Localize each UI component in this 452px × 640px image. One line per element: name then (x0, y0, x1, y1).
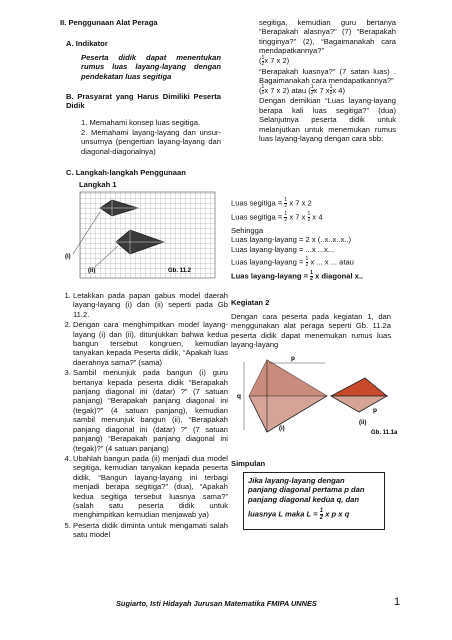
kegiatan-2-heading: Kegiatan 2 (231, 298, 270, 307)
langkah-steps (60, 291, 228, 541)
label-q: q (237, 393, 241, 400)
continuation-text: segitiga, kemudian guru bertanya “Berapakah alasnya?” (7) “Berapakah tingginya?” (2), “Bagaimanakah cara mendapatkannya?” (259, 18, 396, 56)
label-ii: (ii) (359, 420, 367, 426)
formula-half-7-2: ( $\frac{1}{2}$ x 7 x 2) (259, 54, 290, 67)
calculation-block (231, 198, 401, 282)
simpulan-heading: Simpulan (231, 459, 266, 468)
question-luas: “Berapakah luasnya?” (7 satan luas) . Bagaimanakah cara mendapatkannya?” (259, 66, 396, 86)
label-i: (i) (279, 426, 285, 432)
kite-figure-gb-11-1a (231, 350, 401, 445)
dengan-demikian-text: Dengan demikian “Luas layang-layang berapa kali luas segitiga?” (dua) Selanjutnya peserta didik untuk melanjutkan untuk menemukan rumus luas layang-layang dengan cara sbb: (259, 96, 396, 144)
langkah-heading: C. Langkah-langkah Penggunaan (66, 168, 186, 177)
footer-credit: Sugiarto, Isti Hidayah Jurusan Matematika FMIPA UNNES (116, 599, 317, 608)
indikator-heading: A. Indikator (66, 39, 108, 48)
formula-alternatives: ( $\frac{1}{2}$ x 7 x 2) atau ( $\frac{1}{2}$ x 7 x $\frac{1}{2}$ x 4) (259, 84, 346, 97)
figure-2-caption: Gb. 11.1a (371, 430, 398, 436)
triangle-lower (331, 396, 387, 412)
simpulan-box (243, 472, 385, 530)
langkah-1-subheading: Langkah 1 (79, 180, 117, 189)
calc-sehingga: Sehingga (231, 226, 264, 235)
step-4: 4. Ubahlah bangun pada (ii) menjadi dua model segitiga, kemudian tanyakan kepada peserta didik, “Bangun layang-layang ini terbagi menjadi berapa segitiga?” (dua), “Apakah kedua segitiga tersebut luasnya sama?” (salah satu peserta didik untuk menghimpitkan kemudian menjawab ya) (73, 454, 228, 520)
page-number: 1 (394, 596, 401, 608)
calc-line-2: Luas segitiga = $\frac{1}{2}$ x 7 x $\frac{1}{2}$ x 4 (231, 211, 323, 223)
prasyarat-heading: B. Prasyarat yang Harus Dimiliki Peserta Didik (66, 92, 221, 111)
calc-line-3: Luas layang-layang = 2 x (..x..x..x..) (231, 235, 352, 245)
kegiatan-2-text: Dengan cara peserta pada kegiatan 1, dan menggunakan alat peraga seperti Gb. 11.2a peserta didik dapat menemukan rumus luas layang-layang (231, 312, 391, 350)
figure-label-i: (i) (65, 254, 71, 260)
right-intro (259, 18, 396, 143)
step-3: 3. Sambil menunjuk pada bangun (i) guru bertanya kepada peserta didik “Berapakah panjang diagonal ini (datar) ?” (7 satuan panjang) “Berapakah panjang diagonal ini (tegak)?” (4 satuan panjang), kemudian sambil menunjuk bangun (ii), “Berapakah panjang diagonal ini (datar) ?” (7 satuan panjang) “Berapakah panjang diagonal ini (tegak)?” (4 satuan panjang) (73, 368, 228, 453)
triangle-upper (331, 378, 387, 396)
prasyarat-item-1: 1. Memahami konsep luas segitiga. (81, 118, 201, 127)
step-1: 1. Letakkan pada papan gabus model daerah layang-layang (i) dan (ii) seperti pada Gb 11.2. (73, 291, 228, 319)
simpulan-line-1: Jika layang-layang dengan (248, 476, 345, 485)
calc-line-1: Luas segitiga = $\frac{1}{2}$ x 7 x 2 (231, 197, 312, 209)
kite-figure-gb-11-2 (60, 188, 228, 284)
figure-label-ii: (ii) (88, 268, 96, 274)
simpulan-formula: luasnya L maka L = $\frac{1}{2}$ x p x q (248, 508, 350, 522)
calc-line-5: Luas layang-layang = $\frac{1}{2}$ x ... x ... atau (231, 256, 354, 269)
label-p-top: p (291, 355, 295, 362)
grid-board (80, 192, 215, 278)
section-heading: II. Penggunaan Alat Peraga (60, 18, 158, 27)
simpulan-line-2: panjang diagonal pertama p dan (248, 485, 365, 495)
calc-line-6: Luas layang-layang = $\frac{1}{2}$ x diagonal x.. (231, 270, 364, 283)
label-p-right: p (373, 407, 377, 414)
indikator-text: Peserta didik dapat menentukan rumus luas layang-layang dengan pendekatan luas segitiga (81, 53, 221, 81)
figure-caption: Gb. 11.2 (168, 268, 192, 274)
calc-line-4: Luas layang-layang = ...x ...x... (231, 244, 335, 254)
step-2: 2. Dengan cara menghimpitkan model layang-layang (i) dan (ii), ditunjukkan bahwa kedua bangun tersebut kongruen, kemudian tanyakan kepada Peserta didik, “Apakah luas daerahnya sama?” (sama) (73, 320, 228, 367)
step-5: 5. Peserta didik diminta untuk mengamati salah satu model (73, 521, 228, 540)
simpulan-line-3: panjang diagonal kedua q, dan (248, 494, 359, 504)
prasyarat-item-2: 2. Memahami layang-layang dan unsur-unsurnya (pengertian layang-layang dan diagonal-diagonalnya) (81, 128, 221, 156)
